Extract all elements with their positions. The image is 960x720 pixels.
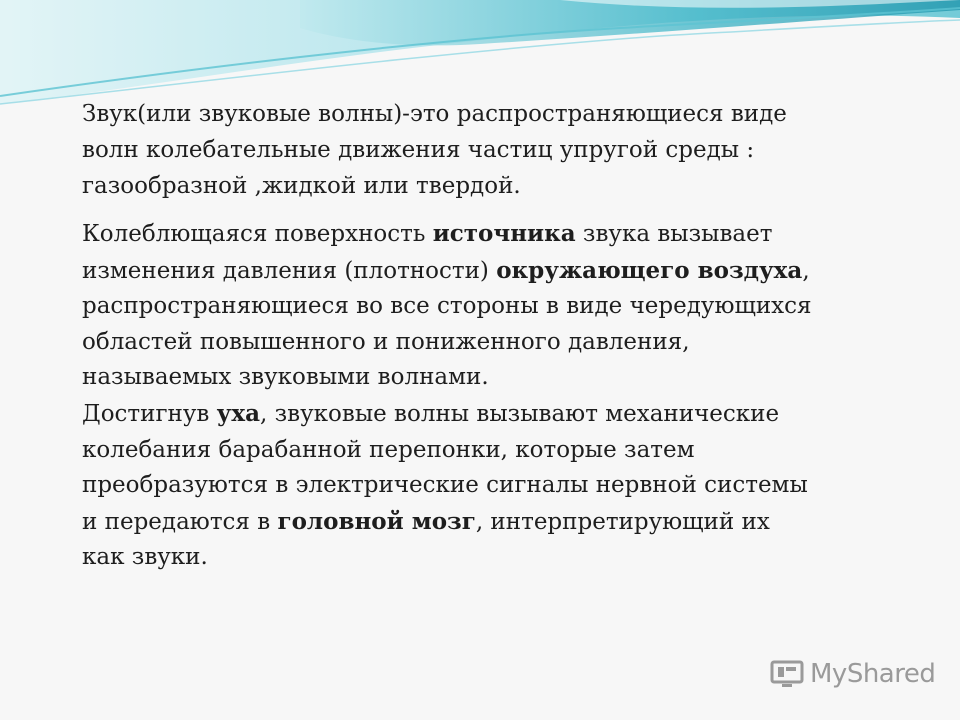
- text-segment: звука вызывает изменения давления (плотности): [82, 221, 773, 284]
- myshared-watermark: [770, 654, 935, 694]
- decorative-waves: [0, 0, 960, 110]
- monitor-icon: [770, 657, 804, 691]
- explanation-paragraph: [82, 216, 812, 576]
- text-segment: Колеблющаяся поверхность: [82, 221, 433, 247]
- text-segment: , звуковые волны вызывают механические колебания барабанной перепонки, которые затем преобразуются в электрические сигналы нервной системы и передаются в: [82, 400, 808, 535]
- bold-term-air: окружающего воздуха: [496, 256, 803, 284]
- text-segment: Достигнув: [82, 400, 217, 427]
- bold-term-ear: уха: [216, 399, 260, 427]
- bold-term-source: источника: [432, 220, 576, 247]
- text-segment: , интерпретирующий их как звуки.: [82, 508, 770, 571]
- bold-term-brain: головной мозг: [277, 507, 476, 535]
- definition-paragraph: Звук(или звуковые волны)-это распространяющиеся виде волн колебательные движения частиц упругой среды : газообразной ,жидкой или твердой.: [82, 101, 787, 199]
- text-segment: , распространяющиеся во все стороны в виде чередующихся областей повышенного и пониженного давления, называемых звуковыми волнами.: [82, 257, 812, 391]
- slide-body: [82, 96, 812, 576]
- watermark-logo-text: MyShared: [810, 659, 936, 689]
